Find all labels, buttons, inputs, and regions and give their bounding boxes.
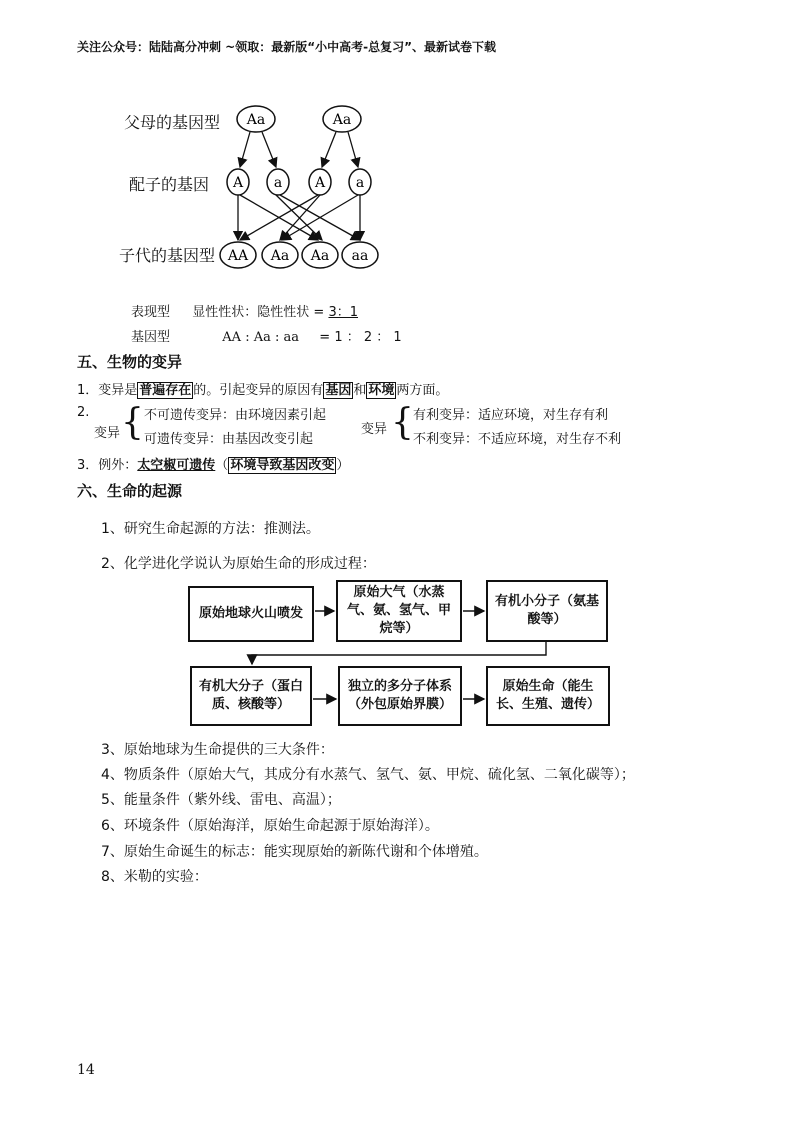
- offspring-genotype: Aa: [310, 248, 330, 264]
- non-heritable-variation: 不可遗传变异：由环境因素引起: [144, 408, 327, 423]
- boxed-term: 环境: [368, 383, 395, 398]
- genotype-label: 基因型: [131, 330, 171, 345]
- flow-arrows: [180, 575, 620, 735]
- origin-item-3: 3、原始地球为生命提供的三大条件：: [101, 742, 334, 758]
- origin-item-6: 6、环境条件（原始海洋，原始生命起源于原始海洋）。: [101, 818, 439, 834]
- boxed-term: 环境导致基因改变: [230, 458, 335, 473]
- variation-item-1: [77, 379, 448, 398]
- parent-genotype: Aa: [332, 112, 352, 128]
- section-6-title: 六、生命的起源: [77, 482, 183, 500]
- gamete-allele: A: [232, 175, 244, 191]
- text: 3．例外：: [77, 458, 138, 473]
- text: （: [215, 458, 229, 473]
- genotype-row: [131, 326, 402, 345]
- text: 两方面。: [396, 383, 449, 398]
- text: 和: [353, 383, 367, 398]
- flow-large-organic-molecules: 有机大分子（蛋白质、核酸等）: [190, 666, 312, 726]
- offspring-genotype: AA: [227, 248, 249, 264]
- gamete-allele: a: [273, 175, 283, 191]
- flow-primitive-atmosphere: 原始大气（水蒸气、氨、氢气、甲烷等）: [336, 580, 462, 642]
- flow-multimolecular-system: 独立的多分子体系（外包原始界膜）: [338, 666, 462, 726]
- origin-item-7: 7、原始生命诞生的标志：能实现原始的新陈代谢和个体增殖。: [101, 844, 488, 860]
- gamete-allele: A: [314, 175, 326, 191]
- origin-item-4: 4、物质条件（原始大气，其成分有水蒸气、氢气、氨、甲烷、硫化氢、二氧化碳等）；: [101, 767, 635, 783]
- offspring-genotype-label: 子代的基因型: [119, 246, 216, 265]
- boxed-term: 基因: [325, 383, 352, 398]
- text: ）: [336, 458, 350, 473]
- variation-item-2-number: 2.: [77, 405, 90, 420]
- section-5-title: 五、生物的变异: [77, 353, 183, 371]
- genotype-text: AA : Aa : aa: [222, 330, 300, 345]
- offspring-genotype: aa: [351, 248, 369, 264]
- parents-genotype-label: 父母的基因型: [124, 113, 221, 132]
- gamete-allele: a: [355, 175, 365, 191]
- genetic-cross-diagram: [200, 95, 390, 275]
- text: 1．变异是: [77, 383, 138, 398]
- gametes-genotype-label: 配子的基因: [129, 175, 210, 194]
- variation-label-right: 变异: [361, 422, 388, 437]
- variation-item-3: [77, 454, 349, 473]
- left-brace-icon: {: [121, 402, 144, 443]
- flow-primitive-life: 原始生命（能生长、生殖、遗传）: [486, 666, 610, 726]
- flow-small-organic-molecules: 有机小分子（氨基酸等）: [486, 580, 608, 642]
- heritable-variation: 可遗传变异：由基因改变引起: [144, 432, 314, 447]
- origin-item-2: 2、化学进化学说认为原始生命的形成过程：: [101, 556, 376, 572]
- genotype-ratio: = 1 ： 2 ： 1: [319, 330, 402, 345]
- text: 的。引起变异的原因有: [193, 383, 324, 398]
- offspring-genotype: Aa: [270, 248, 290, 264]
- underlined-term: 太空椒可遗传: [137, 458, 216, 473]
- origin-item-1: 1、研究生命起源的方法：推测法。: [101, 521, 320, 537]
- phenotype-row: [131, 301, 358, 320]
- variation-label-left: 变异: [94, 426, 121, 441]
- favorable-variation: 有利变异：适应环境，对生存有利: [413, 408, 609, 423]
- origin-item-5: 5、能量条件（紫外线、雷电、高温）；: [101, 792, 341, 808]
- phenotype-text: 显性性状：隐性性状 =: [192, 305, 329, 320]
- flow-volcanic-eruption: 原始地球火山喷发: [188, 586, 314, 642]
- parent-genotype: Aa: [246, 112, 266, 128]
- right-brace-icon: {: [391, 402, 414, 443]
- page-header: 关注公众号：陆陆高分冲刺 ~领取：最新版“小中高考-总复习”、最新试卷下载: [77, 40, 496, 54]
- page-number: 14: [77, 1062, 95, 1078]
- phenotype-label: 表现型: [131, 305, 171, 320]
- boxed-term: 普遍存在: [139, 383, 192, 398]
- unfavorable-variation: 不利变异：不适应环境，对生存不利: [413, 432, 622, 447]
- arrow-wrap-icon: [252, 642, 546, 664]
- phenotype-ratio: 3：1: [328, 305, 359, 320]
- origin-item-8: 8、米勒的实验：: [101, 869, 208, 885]
